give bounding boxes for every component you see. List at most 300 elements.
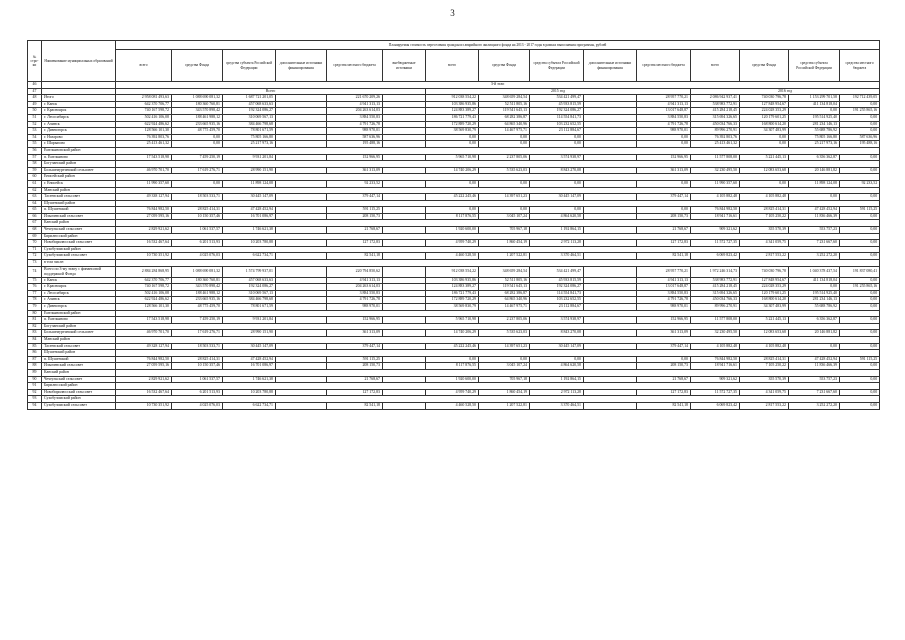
value-cell: 17 543 518,98 [116,154,172,161]
value-cell: 124 883 389,27 [426,284,479,291]
header-planned-cost-group: Планируемая стоимость переселения граждан из аварийного жилищного фонда на 2013 - 2017 годы в рамках выполнения программы, рублей [116,41,880,50]
value-cell: 64 865 340,96 [479,121,530,128]
value-cell: 0,00 [479,141,530,148]
value-cell: 14 467 975,71 [479,128,530,135]
value-cell: 0,00 [530,141,584,148]
stage-label-row [28,82,880,89]
value-cell: 4 460 528,50 [426,402,479,409]
value-cell: 20 146 881,82 [789,330,840,337]
empty-cells [116,174,880,181]
row-name: Енисейский район [42,174,116,181]
value-cell: 0,00 [840,304,880,311]
value-cell: 46 970 701,70 [116,167,172,174]
row-number: 49 [28,101,42,108]
value-cell [383,114,426,121]
value-cell: 25 413 461,32 [691,141,740,148]
value-cell: 13 017 648,87 [637,108,691,115]
value-cell [584,108,637,115]
row-number: 51 [28,114,42,121]
table-row [28,376,880,383]
value-cell: 1 860 454,19 [479,240,530,247]
empty-cells [116,350,880,357]
value-cell: 502 416 106,08 [116,290,172,297]
value-cell: 2 086 942 937,41 [691,95,740,102]
value-cell [276,95,327,102]
row-name: г. Дивногорск [42,304,116,311]
value-cell: 3 884 550,83 [637,290,691,297]
value-cell: 0,00 [530,134,584,141]
header-col: средства местного бюджета [327,50,383,82]
value-cell: 4 864 620,58 [530,213,584,220]
value-cell: 1 088 690 081,32 [172,266,223,277]
table-row [28,200,880,207]
value-cell: 52 511 805,16 [479,277,530,284]
value-cell: 27 059 595,16 [116,213,172,220]
value-cell: 68 282 386,87 [479,290,530,297]
value-cell: 4 941 313,13 [327,277,383,284]
value-cell: 47 428 452,94 [223,356,276,363]
value-cell: 1 746 621,38 [223,376,276,383]
value-cell: 1 040 378 437,54 [789,266,840,277]
value-cell: 10 730 351,92 [116,253,172,260]
value-cell: 0,00 [637,134,691,141]
value-cell: 28 825 414,31 [740,356,789,363]
value-cell: 0,00 [740,180,789,187]
value-cell: 38 569 830,79 [426,304,479,311]
value-cell: 186 721 779,43 [426,114,479,121]
value-cell: 0,00 [840,128,880,135]
value-cell: 14 467 975,71 [479,304,530,311]
value-cell: 4 105 882,48 [740,343,789,350]
value-cell [584,389,637,396]
value-cell: 221 670 209,26 [327,95,383,102]
value-cell: 988 970,01 [637,128,691,135]
value-cell: 0,00 [426,207,479,214]
value-cell: 11 577 808,00 [691,154,740,161]
value-cell: 7 459 250,19 [172,317,223,324]
row-name: г. Канск [42,101,116,108]
table-row [28,402,880,409]
value-cell [276,266,327,277]
value-cell: 0,00 [789,343,840,350]
row-number: 85 [28,343,42,350]
value-cell: 4 025 076,03 [172,402,223,409]
value-cell [584,213,637,220]
value-cell: 348 659 284,54 [479,95,530,102]
value-cell: 103 232 652,55 [530,121,584,128]
value-cell: 82 541,18 [327,253,383,260]
value-cell [584,134,637,141]
value-cell: 127 172,83 [637,240,691,247]
value-cell: 1 920 600,00 [426,227,479,234]
value-cell [383,101,426,108]
table-row [28,396,880,403]
value-cell: 9 931 201,84 [223,317,276,324]
row-number: 87 [28,356,42,363]
table-row [28,290,880,297]
value-cell: 204 263 614,03 [327,108,383,115]
value-cell [584,402,637,409]
value-cell: 4 941 313,13 [637,277,691,284]
value-cell: 48 775 459,70 [172,128,223,135]
table-row [28,167,880,174]
table-row [28,310,880,317]
value-cell: 14 397 651,23 [479,343,530,350]
value-cell: 152 966,95 [637,317,691,324]
value-cell: 11 572 727,35 [691,240,740,247]
value-cell: 587 636,96 [840,134,880,141]
table-row [28,253,880,260]
value-cell: 642 370 706,77 [116,277,172,284]
table-row [28,343,880,350]
value-cell: 0,00 [840,194,880,201]
value-cell: 281 234 146,13 [789,297,840,304]
value-cell: 14 740 206,29 [426,330,479,337]
value-cell: 7 105 250,22 [740,213,789,220]
value-cell: 7 105 250,22 [740,363,789,370]
value-cell: 912 038 554,22 [426,266,479,277]
value-cell: 103 386 935,86 [426,101,479,108]
value-cell: 76 392 803,76 [691,134,740,141]
value-cell: 0,00 [426,180,479,187]
value-cell: 5 535 623,03 [479,167,530,174]
value-cell: 379 447,14 [327,343,383,350]
value-cell: 30 445 147,09 [530,343,584,350]
value-cell: 233 665 935,16 [172,297,223,304]
row-number: 80 [28,310,42,317]
value-cell: 13 017 648,87 [637,284,691,291]
value-cell: 642 370 706,77 [116,101,172,108]
value-cell [276,363,327,370]
value-cell: 10 150 357,46 [172,213,223,220]
table-row [28,330,880,337]
value-cell: 34 307 483,99 [740,128,789,135]
value-cell: 45 222 245,46 [426,194,479,201]
value-cell: 114 554 841,73 [530,114,584,121]
value-cell [383,290,426,297]
value-cell: 17 619 276,71 [172,330,223,337]
row-number: 86 [28,350,42,357]
stage-label: 3-й этап [116,82,880,89]
row-number: 94 [28,402,42,409]
value-cell: 1 746 621,38 [223,227,276,234]
value-cell: 1 920 600,00 [426,376,479,383]
value-cell [584,194,637,201]
value-cell [383,240,426,247]
value-cell: 4 959 740,29 [426,389,479,396]
row-number: 56 [28,147,42,154]
value-cell [584,114,637,121]
value-cell: 355 570,39 [740,227,789,234]
value-cell: 3 884 550,83 [327,290,383,297]
value-cell: 11 836 466,39 [789,213,840,220]
table-row [28,141,880,148]
value-cell: 76 844 982,50 [116,207,172,214]
value-cell [383,356,426,363]
value-cell: 76 392 803,76 [116,134,172,141]
header-col: всего [426,50,479,82]
header-col: внебюджетные источники [383,50,426,82]
value-cell: 82 541,18 [637,402,691,409]
value-cell: 1 574 799 937,01 [223,266,276,277]
value-cell: 180 360 760,81 [172,101,223,108]
value-cell: 152 966,95 [327,317,383,324]
value-cell: 52 511 805,16 [479,101,530,108]
value-cell: 0,00 [172,141,223,148]
table-row [28,95,880,102]
value-cell: 18 941 716,61 [691,363,740,370]
table-row [28,174,880,181]
value-cell [276,402,327,409]
value-cell: 502 416 106,08 [116,114,172,121]
value-cell: 6 069 823,42 [691,402,740,409]
row-number: 81 [28,317,42,324]
row-number: 84 [28,336,42,343]
value-cell: 315 694 326,65 [691,114,740,121]
value-cell: 119 541 645,13 [479,284,530,291]
value-cell: 1 088 690 081,32 [172,95,223,102]
value-cell: 1 192 864,15 [530,376,584,383]
value-cell: 180 360 760,81 [172,277,223,284]
empty-cells [116,383,880,390]
table-row [28,220,880,227]
row-number: 68 [28,227,42,234]
value-cell: 0,00 [840,363,880,370]
row-name: п. Шушенский [42,356,116,363]
value-cell: 740 030 796,78 [740,266,789,277]
row-name: Манский район [42,336,116,343]
value-cell: 909 321,62 [691,376,740,383]
value-cell: 3 252 272,20 [789,402,840,409]
value-cell: 5 221 445,13 [740,317,789,324]
value-cell: 0,00 [789,194,840,201]
value-cell: 988 970,01 [327,128,383,135]
row-name: Богучанский район [42,323,116,330]
value-cell: 3 252 272,20 [789,253,840,260]
row-number: 60 [28,174,42,181]
row-name: Итого [42,95,116,102]
value-cell: 6 356 362,87 [789,317,840,324]
value-cell [383,284,426,291]
value-cell [276,356,327,363]
value-cell: 1 860 454,19 [479,389,530,396]
value-cell: 11 836 466,39 [789,363,840,370]
value-cell [276,114,327,121]
table-row [28,101,880,108]
value-cell: 0,00 [426,134,479,141]
value-cell: 0,00 [840,290,880,297]
value-cell: 1 687 721 201,05 [223,95,276,102]
header-col: средства Фонда [172,50,223,82]
value-cell: 8 117 876,55 [426,363,479,370]
value-cell [383,389,426,396]
row-name: Бирилюсский район [42,233,116,240]
value-cell [276,376,327,383]
value-cell: 17 543 518,98 [116,317,172,324]
value-cell: 0,00 [637,356,691,363]
value-cell [276,207,327,214]
value-cell [584,154,637,161]
value-cell: 114 554 841,73 [530,290,584,297]
value-cell: 0,00 [479,180,530,187]
value-cell: 4 105 882,48 [740,194,789,201]
value-cell: 622 924 486,62 [116,121,172,128]
empty-cells [116,200,880,207]
header-col: средства субъекта Российской Федерации [530,50,584,82]
row-number: 66 [28,213,42,220]
value-cell: 411 134 818,04 [789,101,840,108]
value-cell: 220 794 850,62 [327,266,383,277]
value-cell: 188 461 988,12 [172,114,223,121]
row-number: 92 [28,389,42,396]
header-col: средства субъекта Российской Федерации [223,50,276,82]
value-cell [276,297,327,304]
value-cell: 0,00 [426,356,479,363]
table-row [28,363,880,370]
value-cell: 82 541,18 [327,402,383,409]
value-cell: 21 768,67 [327,376,383,383]
value-cell: 75 805 166,80 [789,134,840,141]
row-number: 57 [28,154,42,161]
value-cell [383,343,426,350]
row-name: Бирилюсский район [42,383,116,390]
value-cell: 11 990 357,60 [691,180,740,187]
value-cell: 191 255 865,16 [840,284,880,291]
value-cell: 0,00 [530,356,584,363]
value-cell [276,154,327,161]
value-cell: 16 701 086,97 [223,363,276,370]
row-number: 48 [28,95,42,102]
value-cell: 553 757,23 [789,227,840,234]
table-row [28,207,880,214]
row-name: п. Шушенский [42,207,116,214]
table-row [28,260,880,267]
value-cell: 379 447,14 [637,194,691,201]
empty-cells [116,187,880,194]
value-cell: 4 959 740,29 [426,240,479,247]
row-number: 55 [28,141,42,148]
value-cell: 127 172,83 [637,389,691,396]
header-col: всего [116,50,172,82]
row-number: 90 [28,376,42,383]
row-name: Тасеевский сельсовет [42,343,116,350]
row-number: 73 [28,260,42,267]
value-cell: 10 730 351,92 [116,402,172,409]
value-cell: 310 069 567,13 [223,114,276,121]
value-cell [383,376,426,383]
table-row [28,383,880,390]
value-cell: 28 990 151,90 [223,167,276,174]
empty-cells [116,220,880,227]
value-cell [383,277,426,284]
value-cell: 0,00 [637,207,691,214]
value-cell [584,240,637,247]
value-cell [276,194,327,201]
value-cell: 281 234 146,13 [789,121,840,128]
value-cell: 705 967,18 [479,376,530,383]
period-2016-label: 2016 год [691,88,880,95]
period-label-row [28,88,880,95]
value-cell [584,167,637,174]
value-cell: 10 150 357,46 [172,363,223,370]
row-number: 46 [28,82,42,89]
value-cell: 5 965 710,98 [426,154,479,161]
value-cell: 46 970 701,70 [116,330,172,337]
row-name: Большемуртинский сельсовет [42,167,116,174]
row-name [42,88,116,95]
value-cell: 128 566 101,30 [116,304,172,311]
value-cell: 89 996 270,91 [691,128,740,135]
value-cell: 6 201 513,93 [172,240,223,247]
value-cell [383,227,426,234]
value-cell: 195 488,16 [327,141,383,148]
value-cell: 191 255 865,16 [840,108,880,115]
header-col: дополнительные источники финансирования [584,50,637,82]
value-cell [383,141,426,148]
value-cell: 21 768,67 [327,227,383,234]
value-cell [276,253,327,260]
row-name: Канский район [42,220,116,227]
value-cell: 705 967,18 [479,227,530,234]
value-cell: 21 768,67 [637,376,691,383]
value-cell: 103 232 652,55 [530,297,584,304]
value-cell: 0,00 [172,134,223,141]
value-cell [276,101,327,108]
value-cell: 740 030 796,78 [740,95,789,102]
table-row [28,389,880,396]
value-cell: 0,00 [840,227,880,234]
value-cell: 379 447,14 [327,194,383,201]
value-cell [276,167,327,174]
value-cell [383,317,426,324]
value-cell: 0,00 [479,207,530,214]
value-cell: 120 179 601,25 [740,290,789,297]
row-number: 89 [28,369,42,376]
value-cell: 75 805 166,80 [223,134,276,141]
value-cell [383,330,426,337]
row-number: 79 [28,304,42,311]
value-cell: 34 307 483,99 [740,304,789,311]
value-cell: 30 445 147,09 [223,194,276,201]
value-cell [584,95,637,102]
row-number: 72 [28,253,42,260]
value-cell [584,207,637,214]
table-row [28,233,880,240]
value-cell: 2 884 284 868,95 [116,266,172,277]
row-number: 75 [28,277,42,284]
value-cell: 11 572 727,35 [691,389,740,396]
value-cell: 909 321,62 [691,227,740,234]
row-name: Чечеульский сельсовет [42,227,116,234]
table-row [28,297,880,304]
table-row [28,246,880,253]
row-name: г. Лесосибирск [42,290,116,297]
value-cell [584,356,637,363]
value-cell: 92 233,52 [327,180,383,187]
value-cell: 9 931 201,84 [223,154,276,161]
table-row [28,161,880,168]
table-row [28,213,880,220]
table-row [28,240,880,247]
value-cell: 4 791 726,78 [327,121,383,128]
period-total-label: Всего [116,88,426,95]
value-cell: 16 701 086,97 [223,213,276,220]
value-cell: 49 328 127,94 [116,343,172,350]
value-cell: 2 829 921,62 [116,227,172,234]
value-cell: 310 069 567,13 [223,290,276,297]
value-cell: 3 574 938,97 [530,154,584,161]
value-cell: 78 801 671,59 [223,304,276,311]
